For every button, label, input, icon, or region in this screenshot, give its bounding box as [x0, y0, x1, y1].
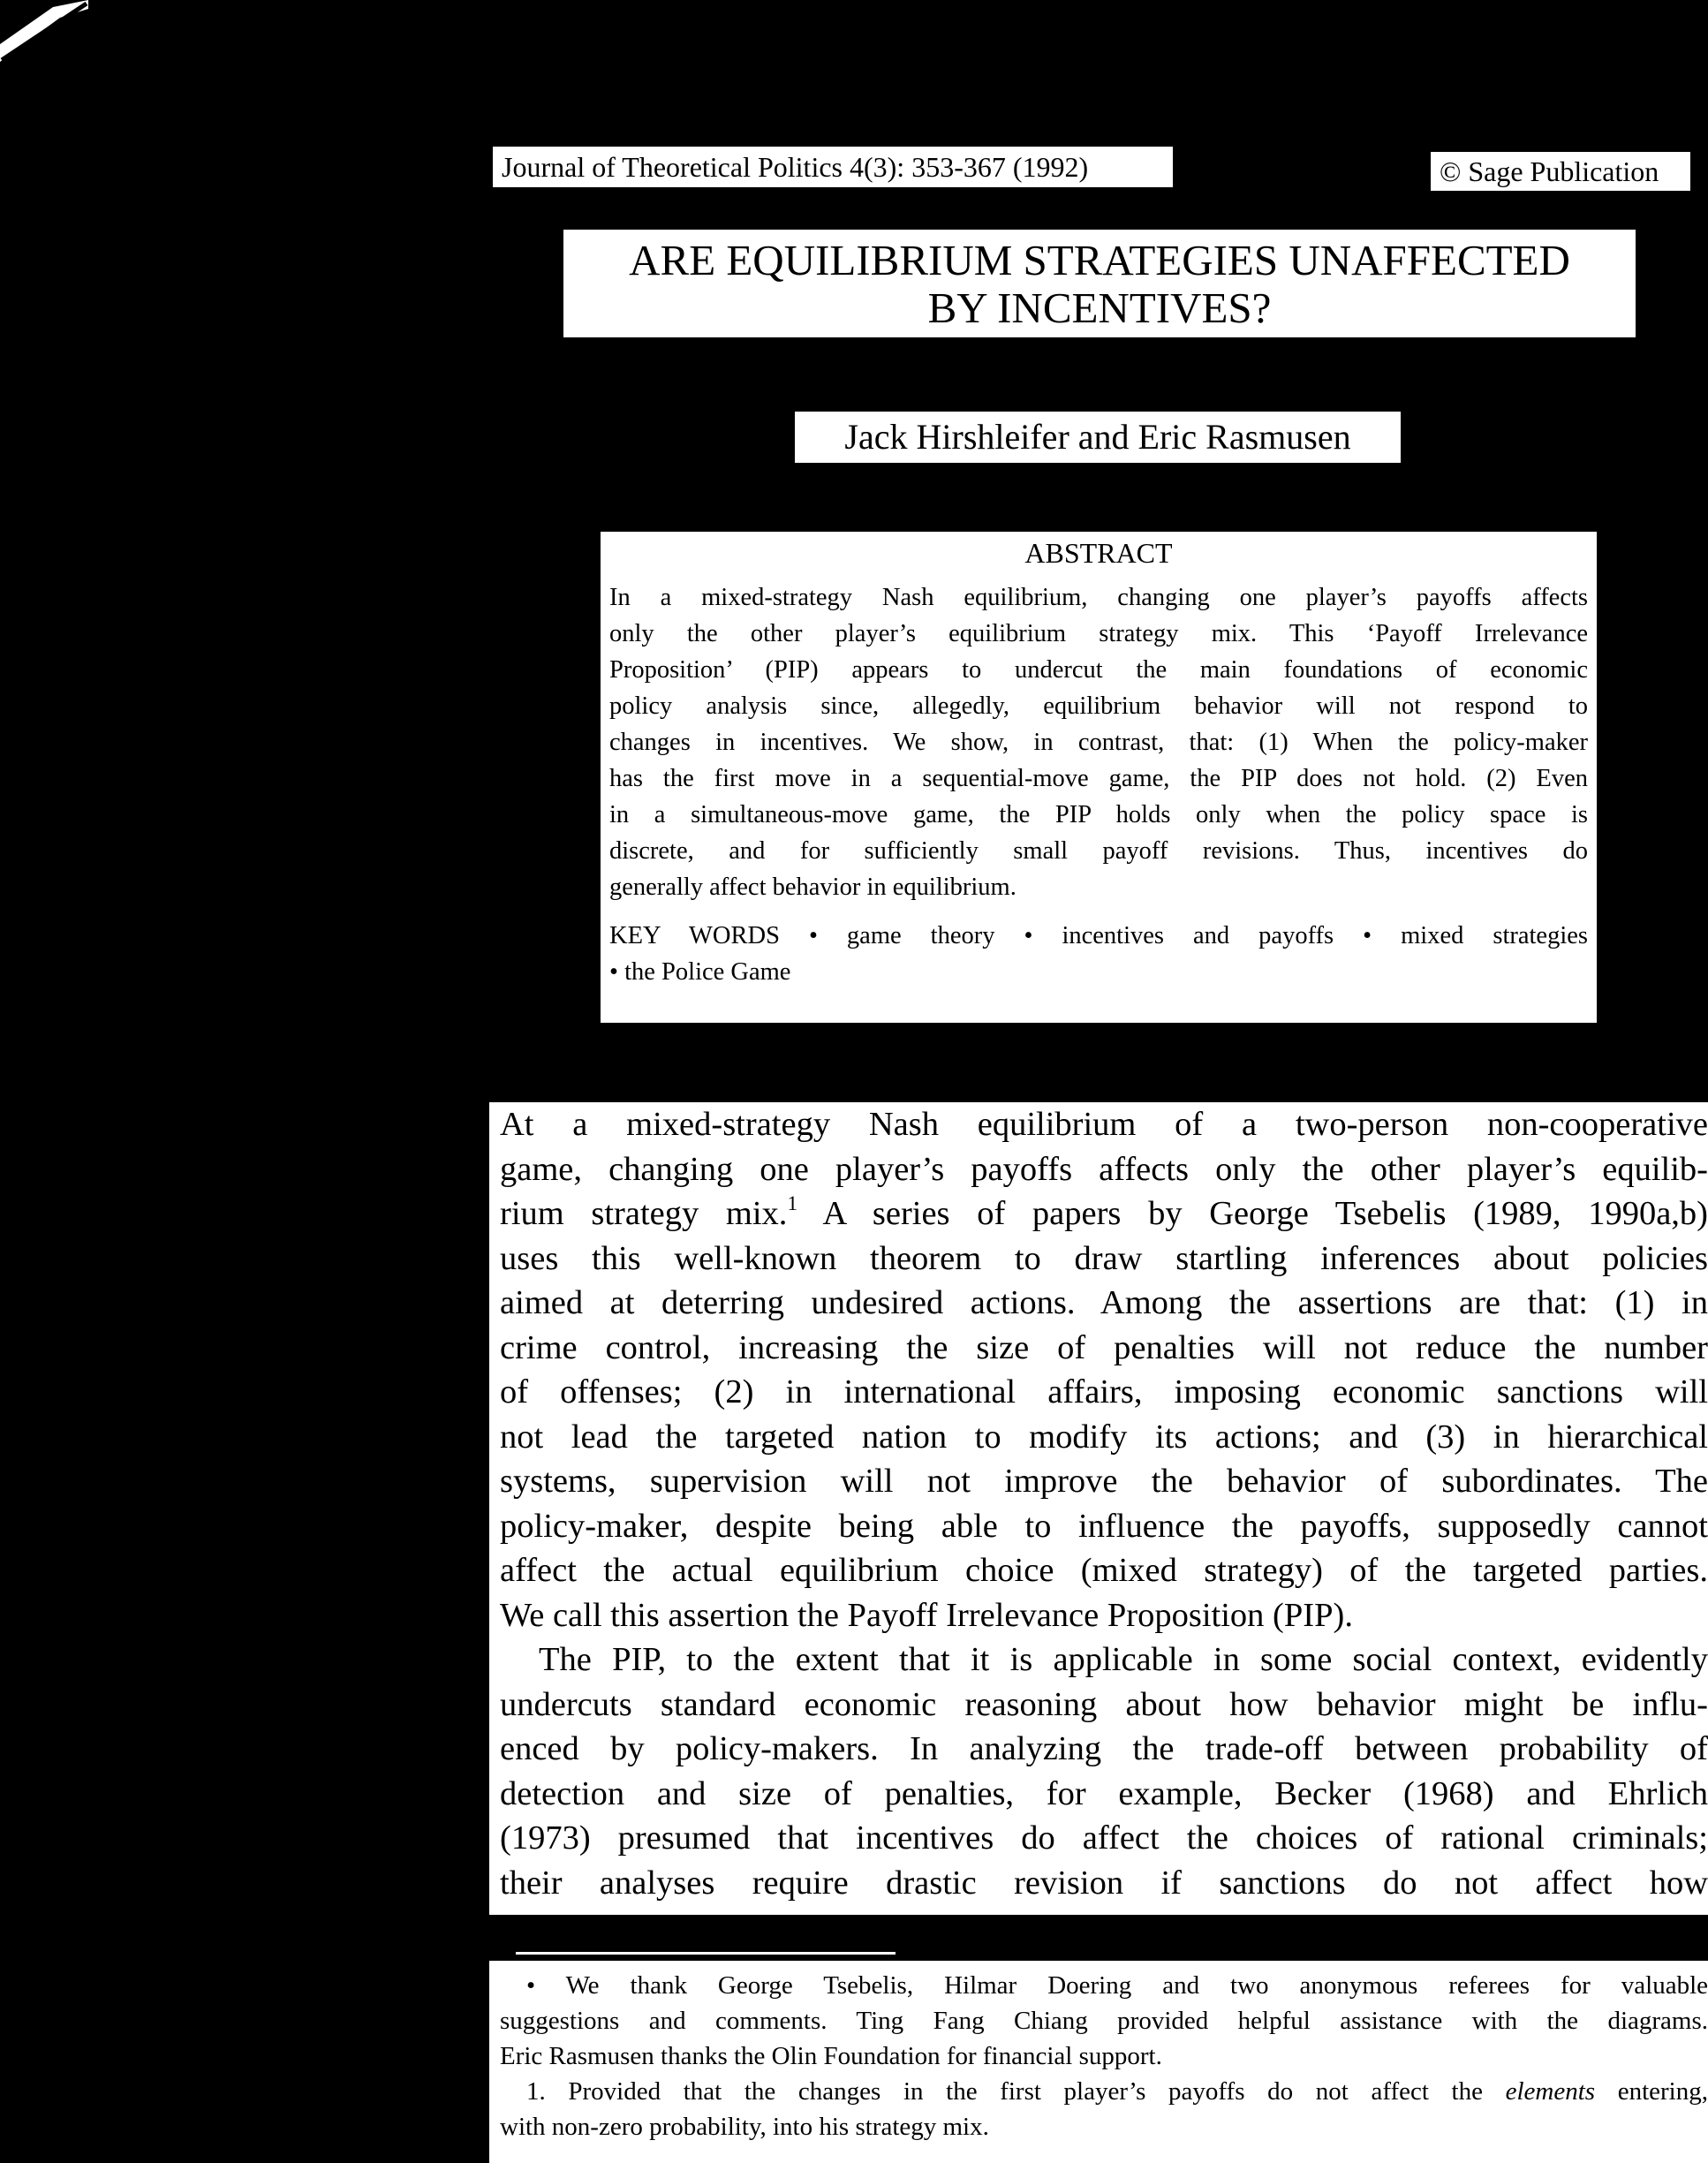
keywords	[609, 918, 1588, 990]
keywords-line: • the Police Game	[609, 958, 791, 986]
footnote-line: • We thank George Tsebelis, Hilmar Doering and two anonymous referees for valuable	[526, 1971, 1708, 2000]
abstract-line: discrete, and for sufficiently small payoff revisions. Thus, incentives do	[609, 837, 1588, 865]
body-line: crime control, increasing the size of penalties will not reduce the number	[500, 1328, 1708, 1366]
abstract-line: generally affect behavior in equilibrium.	[609, 874, 1016, 901]
body-line: rium strategy mix.$^1$ A series of papers by George Tsebelis (1989, 1990a,b)	[500, 1191, 1708, 1232]
abstract-line: only the other player’s equilibrium strategy mix. This ‘Payoff Irrelevance	[609, 620, 1588, 647]
abstract-box	[601, 532, 1597, 1023]
copyright-notice: © Sage Publication	[1431, 152, 1690, 191]
footnotes	[489, 1961, 1708, 2163]
journal-citation: Journal of Theoretical Politics 4(3): 353-367 (1992)	[493, 147, 1173, 187]
corner-slash-mark	[0, 0, 88, 66]
body-line: We call this assertion the Payoff Irrelevance Proposition (PIP).	[500, 1596, 1353, 1634]
footnote-rule	[516, 1952, 896, 1955]
body-line: At a mixed-strategy Nash equilibrium of a two-person non-cooperative	[500, 1106, 1708, 1143]
footnote-line: suggestions and comments. Ting Fang Chiang provided helpful assistance with the diagrams.	[500, 2007, 1708, 2035]
abstract-line: has the first move in a sequential-move game, the PIP does not hold. (2) Even	[609, 765, 1588, 792]
body-line: The PIP, to the extent that it is applicable in some social context, evidently	[539, 1641, 1708, 1678]
footnote-line: 1. Provided that the changes in the first player’s payoffs do not affect the elements entering,	[526, 2077, 1708, 2106]
body-line: aimed at deterring undesired actions. Among the assertions are that: (1) in	[500, 1284, 1708, 1321]
authors: Jack Hirshleifer and Eric Rasmusen	[795, 412, 1401, 463]
body-line: their analyses require drastic revision if sanctions do not affect how	[500, 1864, 1708, 1902]
body-line: not lead the targeted nation to modify its actions; and (3) in hierarchical	[500, 1418, 1708, 1456]
abstract-line: In a mixed-strategy Nash equilibrium, changing one player’s payoffs affects	[609, 584, 1588, 611]
body-line: policy-maker, despite being able to influence the payoffs, supposedly cannot	[500, 1507, 1708, 1545]
body-line: game, changing one player’s payoffs affects only the other player’s equilib-	[500, 1150, 1708, 1188]
body-line: detection and size of penalties, for example, Becker (1968) and Ehrlich	[500, 1774, 1708, 1812]
body-line: systems, supervision will not improve the behavior of subordinates. The	[500, 1463, 1708, 1500]
body-line: (1973) presumed that incentives do affect the choices of rational criminals;	[500, 1819, 1708, 1857]
abstract-line: changes in incentives. We show, in contrast, that: (1) When the policy-maker	[609, 729, 1588, 756]
title-line-1: ARE EQUILIBRIUM STRATEGIES UNAFFECTED	[629, 236, 1570, 284]
keywords-line: KEY WORDS • game theory • incentives and payoffs • mixed strategies	[609, 922, 1588, 949]
paper-title	[563, 230, 1636, 337]
abstract-line: Proposition’ (PIP) appears to undercut the main foundations of economic	[609, 656, 1588, 684]
footnote-line: with non-zero probability, into his strategy mix.	[500, 2113, 989, 2141]
body-line: undercuts standard economic reasoning about how behavior might be influ-	[500, 1685, 1708, 1723]
title-line-2: BY INCENTIVES?	[927, 284, 1272, 332]
body-line: of offenses; (2) in international affairs, imposing economic sanctions will	[500, 1373, 1708, 1410]
footnote-marker: 1	[787, 1191, 797, 1214]
abstract-line: in a simultaneous-move game, the PIP holds only when the policy space is	[609, 801, 1588, 828]
body-line: enced by policy-makers. In analyzing the trade-off between probability of	[500, 1730, 1708, 1767]
abstract-line: policy analysis since, allegedly, equilibrium behavior will not respond to	[609, 692, 1588, 720]
footnote-line: Eric Rasmusen thanks the Olin Foundation for financial support.	[500, 2042, 1162, 2070]
body-line: uses this well-known theorem to draw startling inferences about policies	[500, 1239, 1708, 1277]
body-line: affect the actual equilibrium choice (mixed strategy) of the targeted parties.	[500, 1552, 1708, 1589]
abstract-heading: ABSTRACT	[1024, 537, 1173, 569]
body-text	[489, 1102, 1708, 1915]
